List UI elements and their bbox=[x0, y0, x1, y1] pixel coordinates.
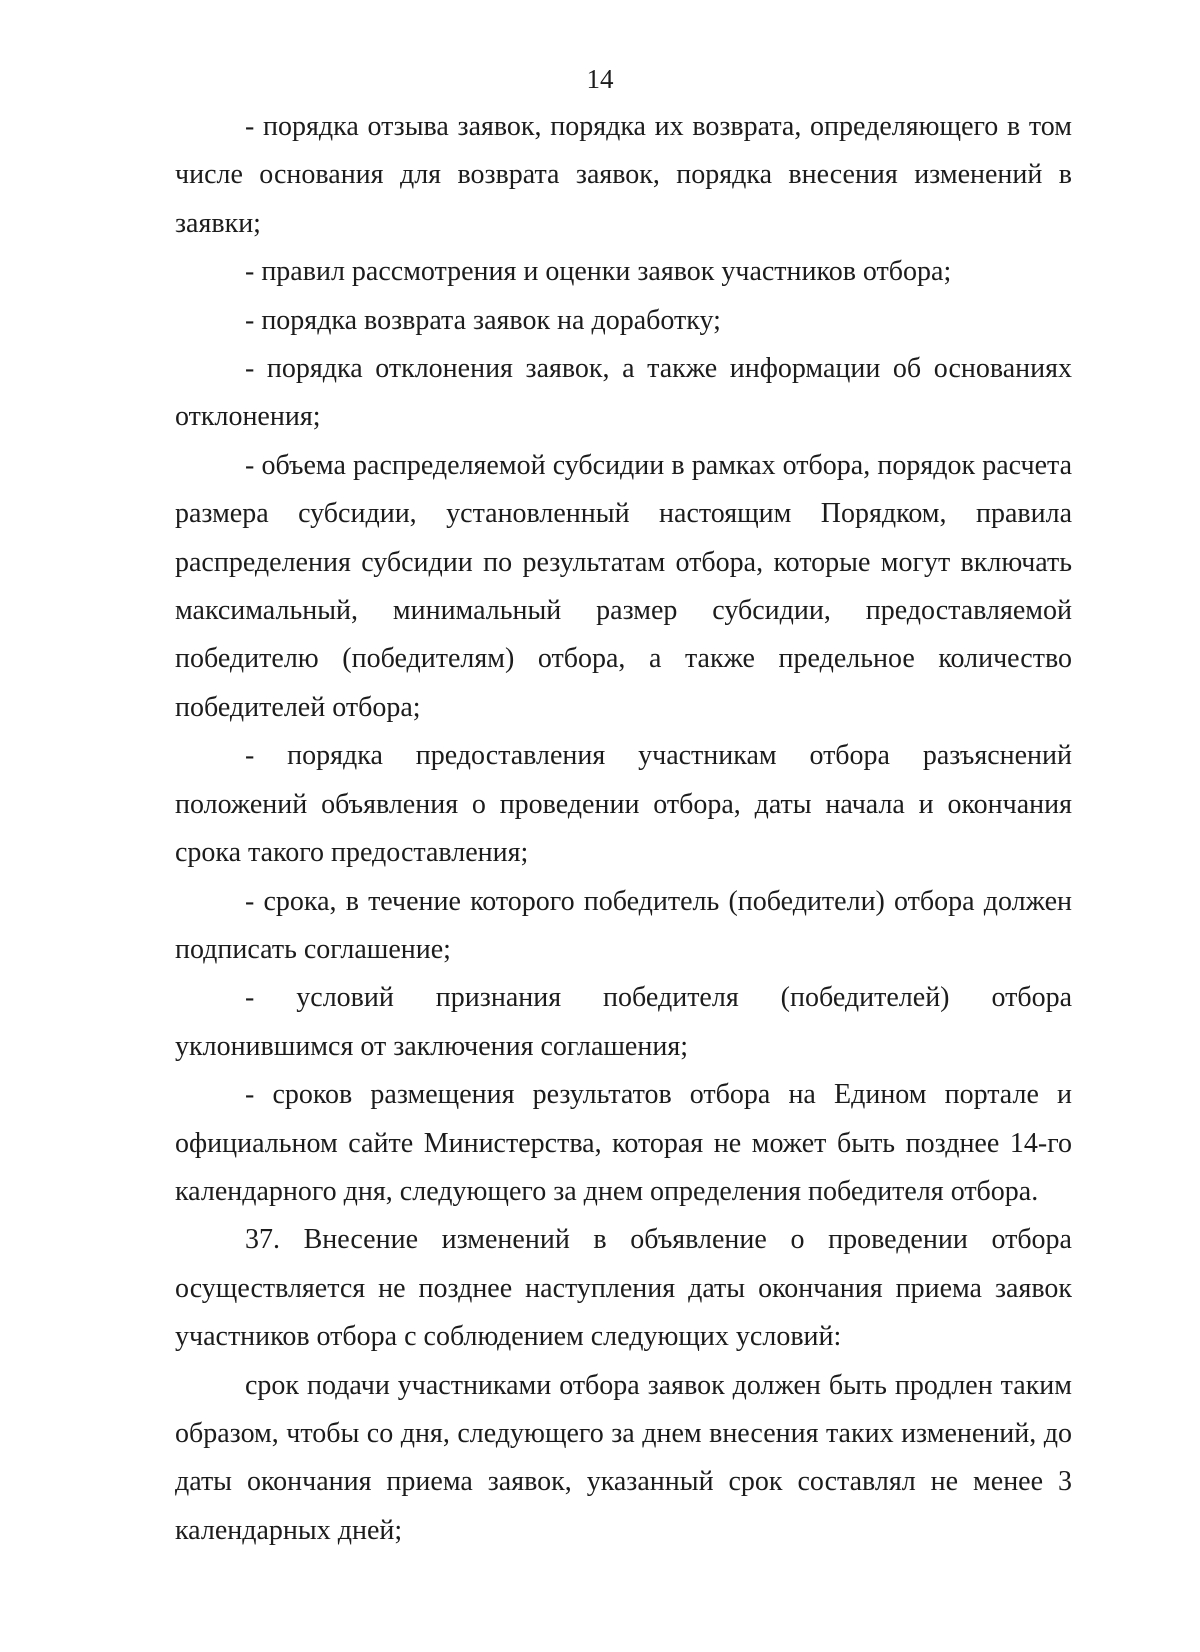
paragraph-37-amendments: 37. Внесение изменений в объявление о проведении отбора осуществляется не позднее наступления даты окончания приема заявок участников отбора с соблюдением следующих условий: bbox=[175, 1224, 1072, 1353]
paragraph-clarifications: - порядка предоставления участникам отбора разъяснений положений объявления о проведении отбора, даты начала и окончания срока такого предоставления; bbox=[175, 740, 1072, 869]
paragraph-evasion-conditions: - условий признания победителя (победителей) отбора уклонившимся от заключения соглашения; bbox=[175, 982, 1072, 1062]
paragraph-results-publication: - сроков размещения результатов отбора на Едином портале и официальном сайте Министерства, которая не может быть позднее 14-го календарного дня, следующего за днем определения победителя отбора. bbox=[175, 1079, 1072, 1207]
document-body bbox=[175, 103, 1072, 1555]
paragraph-subsidy-volume: - объема распределяемой субсидии в рамках отбора, порядок расчета размера субсидии, установленный настоящим Порядком, правила распределения субсидии по результатам отбора, которые могут включать максимальный, минимальный размер субсидии, предоставляемой победителю (победителям) отбора, а также предельное количество победителей отбора; bbox=[175, 449, 1072, 723]
page-number: 14 bbox=[586, 64, 614, 94]
paragraph-signing-term: - срока, в течение которого победитель (победители) отбора должен подписать соглашение; bbox=[175, 885, 1072, 965]
paragraph-submission-term: срок подачи участниками отбора заявок должен быть продлен таким образом, чтобы со дня, следующего за днем внесения таких изменений, до даты окончания приема заявок, указанный срок составлял не менее 3 календарных дней; bbox=[175, 1369, 1072, 1546]
paragraph-review-rules: - правил рассмотрения и оценки заявок участников отбора; bbox=[245, 256, 952, 288]
paragraph-withdrawal-order: - порядка отзыва заявок, порядка их возврата, определяющего в том числе основания для возврата заявок, порядка внесения изменений в заявки; bbox=[175, 111, 1072, 239]
paragraph-rejection-order: - порядка отклонения заявок, а также информации об основаниях отклонения; bbox=[175, 353, 1072, 433]
paragraph-return-for-revision: - порядка возврата заявок на доработку; bbox=[245, 304, 721, 336]
